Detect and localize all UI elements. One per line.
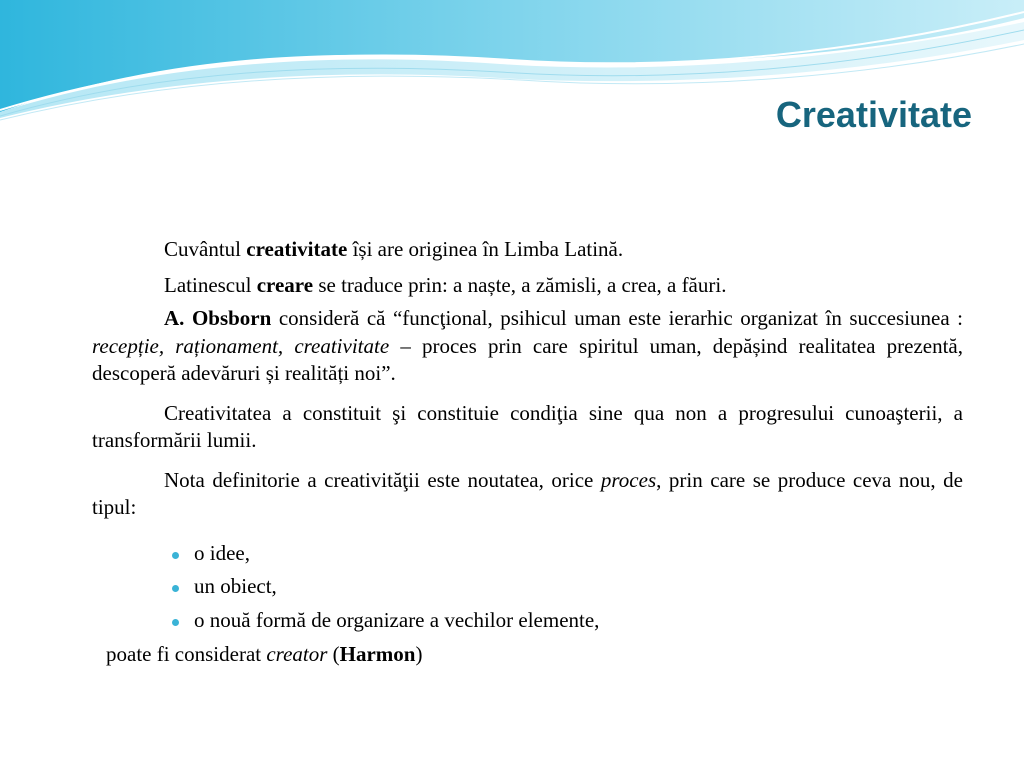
paragraph-condition xyxy=(92,400,963,455)
condition-text: Creativitatea a constituit şi constituie condiţia sine qua non a progresului cunoaşterii, a transformării lumii. xyxy=(92,400,963,452)
slide-title: Creativitate xyxy=(775,94,972,135)
author-harmon: Harmon xyxy=(339,642,416,666)
bullet-icon xyxy=(172,619,179,626)
latin-text-end: se traduce prin: a naște, a zămisli, a crea, a făuri. xyxy=(313,272,727,297)
origin-text: Cuvântul xyxy=(164,237,247,261)
definition-text: Nota definitorie a creativităţii este noutatea, orice xyxy=(164,467,601,492)
latin-text: Latinescul xyxy=(164,272,257,297)
bullet-icon xyxy=(172,552,179,559)
osborn-sequence: recepție, raționament, creativitate xyxy=(92,333,390,358)
author-osborn: A. Obsborn xyxy=(164,306,272,330)
list-item xyxy=(170,607,963,635)
bullet-icon xyxy=(172,585,179,592)
paren-close: ) xyxy=(415,642,423,666)
paragraph-origin xyxy=(92,236,963,264)
paragraph-conclusion xyxy=(92,641,963,669)
term-creativitate: creativitate xyxy=(246,237,348,261)
examples-list xyxy=(92,540,963,635)
paragraph-definition xyxy=(92,467,963,522)
definition-text-end: , prin care se produce ceva nou, de tipul: xyxy=(92,467,963,519)
osborn-text-end: – proces prin care spiritul uman, depășind realitatea prezentă, descoperă adevăruri și realități noi”. xyxy=(92,333,963,385)
list-item xyxy=(170,573,963,601)
term-proces: proces xyxy=(600,467,657,492)
paragraph-latin xyxy=(92,272,963,300)
osborn-text: consideră că “funcţional, psihicul uman este ierarhic organizat în succesiunea : xyxy=(271,306,963,330)
list-item-text: o nouă formă de organizare a vechilor elemente, xyxy=(194,607,600,632)
term-creator: creator xyxy=(266,642,328,666)
list-item-text: o idee, xyxy=(194,540,250,565)
list-item-text: un obiect, xyxy=(194,574,277,598)
slide-body xyxy=(92,236,963,669)
paren-open: ( xyxy=(327,642,340,666)
list-item xyxy=(170,540,963,568)
origin-text-end: își are originea în Limba Latină. xyxy=(347,237,624,261)
paragraph-osborn xyxy=(92,305,963,388)
term-creare: creare xyxy=(256,272,314,297)
conclusion-text: poate fi considerat xyxy=(106,642,267,666)
